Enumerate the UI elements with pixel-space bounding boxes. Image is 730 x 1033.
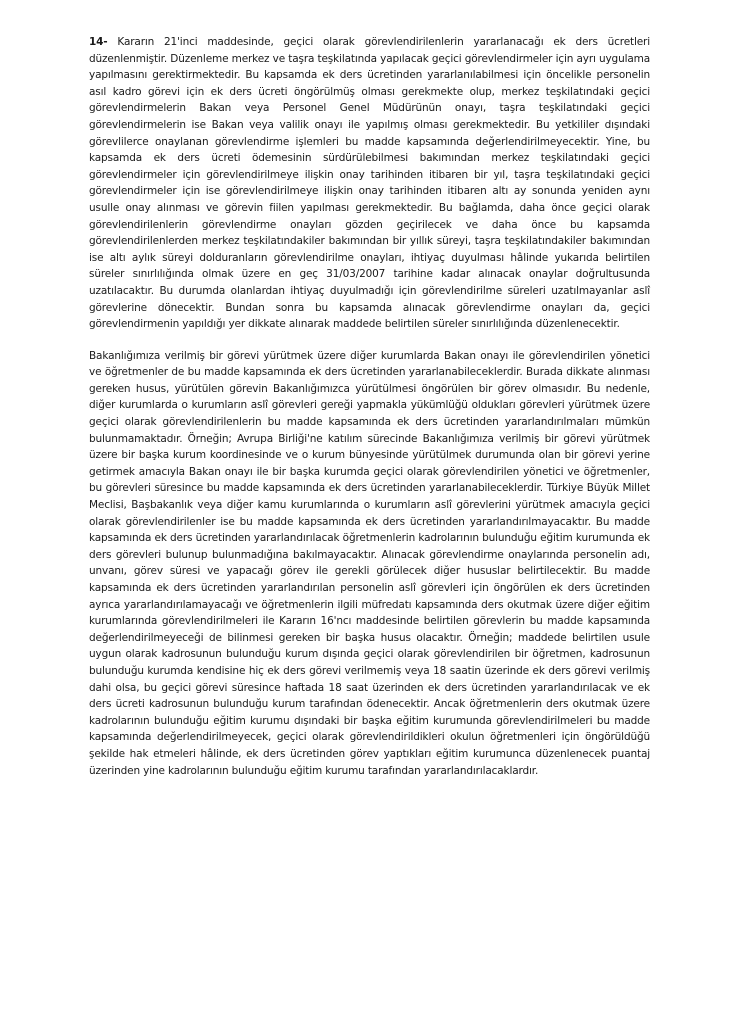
paragraph-ministry-assignments xyxy=(89,348,650,779)
paragraph-article-14 xyxy=(89,34,650,333)
paragraph-text: Kararın 21'inci maddesinde, geçici olarak görevlendirilenlerin yararlanacağı ek ders ücretleri düzenlenmiştir. Düzenleme merkez ve taşra teşkilatında yapılacak geçici görevlendirmeler için ayrı uygulama yapılmasını gerektirmektedir. Bu kapsamda ek ders ücretinden yararlanılabilmesi için öncelikle personelin asıl kadro görevi için ek ders ücreti öngörülmüş olması gerekmekte olup, merkez teşkilatındaki geçici görevlendirmelerin Bakan veya Personel Genel Müdürünün onayı, taşra teşkilatındaki geçici görevlendirmelerin ise Bakan veya valilik onayı ile yapılmış olması gerekmektedir. Bu yetkililer dışındaki görevlilerce onaylanan görevlendirme işlemleri bu madde kapsamında değerlendirilmeyecektir. Yine, bu kapsamda ek ders ücreti ödemesinin sürdürülebilmesi bakımından merkez teşkilatındaki geçici görevlendirmeler için görevlendirilmeye ilişkin onay tarihinden itibaren bir yıl, taşra teşkilatındaki geçici görevlendirmeler için ise görevlendirilmeye ilişkin onay tarihinden itibaren altı ay sonunda yeniden aynı usulle onay alınması ve görevin fiilen yapılması gerekmektedir. Bu bağlamda, daha önce geçici olarak görevlendirilenlerin görevlendirme onayları gözden geçirilecek ve daha önce bu kapsamda görevlendirilenlerden merkez teşkilatındakiler bakımından bir yıllık süreyi, taşra teşkilatındakiler bakımından ise altı aylık süreyi dolduranların görevlendirilme onayları, ihtiyaç duyulması hâlinde yukarıda belirtilen süreler sınırlılığında olmak üzere en geç 31/03/2007 tarihine kadar alınacak onaylar doğrultusunda uzatılacaktır. Bu durumda olanlardan ihtiyaç duyulmadığı için görevlendirilme süreleri uzatılmayanlar aslî görevlerine dönecektir. Bundan sonra bu kapsamda alınacak görevlendirme onayları da, geçici görevlendirmenin yapıldığı yer dikkate alınarak maddede belirtilen süreler sınırlılığında düzenlenecektir. xyxy=(89,36,650,331)
document-body xyxy=(89,34,650,779)
item-number: 14- xyxy=(89,36,108,48)
paragraph-text: Bakanlığımıza verilmiş bir görevi yürütmek üzere diğer kurumlarda Bakan onayı ile görevlendirilen yönetici ve öğretmenler de bu madde kapsamında ek ders ücretinden yararlanabileceklerdir. Burada dikkate alınması gereken husus, yürütülen görevin Bakanlığımızca yürütülmesi öngörülen bir görev olmasıdır. Bu nedenle, diğer kurumlarda o kurumların aslî görevleri gereği yapmakla yükümlüğü oldukları görevleri yürütmek üzere geçici olarak görevlendirilenlerin bu madde kapsamında ek ders ücretinden yararlandırılmaları mümkün bulunmamaktadır. Örneğin; Avrupa Birliği'ne katılım sürecinde Bakanlığımıza verilmiş bir görevi yürütmek üzere bir başka kurum koordinesinde ve o kurum bünyesinde yürütülmek durumunda olan bir görevi yerine getirmek amacıyla Bakan onayı ile bir başka kurumda geçici olarak görevlendirilen yönetici ve öğretmenler, bu görevleri süresince bu madde kapsamında ek ders ücretinden yararlanabileceklerdir. Türkiye Büyük Millet Meclisi, Başbakanlık veya diğer kamu kurumlarında o kurumların aslî görevlerini yürütmek amacıyla geçici olarak görevlendirilenler ise bu madde kapsamında ek ders ücretinden yararlandırılmayacaktır. Bu madde kapsamında ek ders ücretinden yararlandırılacak öğretmenlerin kadrolarının bulunduğu eğitim kurumunda ek ders görevleri bulunup bulunmadığına bakılmayacaktır. Alınacak görevlendirme onaylarında personelin adı, unvanı, görev süresi ve yapacağı görev ile gerekli görülecek diğer hususlar belirtilecektir. Bu madde kapsamında ek ders ücretinden yararlandırılan personelin aslî görevleri için öngörülen ek ders ücretinden ayrıca yararlandırılamayacağı ve öğretmenlerin ilgili müfredatı kapsamında ders okutmak üzere diğer eğitim kurumlarında görevlendirilmeleri ile Kararın 16'ncı maddesinde belirtilen görevlerin bu madde kapsamında değerlendirilmeyeceği de bilinmesi gereken bir başka husus olacaktır. Örneğin; maddede belirtilen usule uygun olarak kadrosunun bulunduğu kurum dışında geçici olarak görevlendirilen bir öğretmen, kadrosunun bulunduğu kurumda kendisine hiç ek ders görevi verilmemiş veya 18 saatin üzerinde ek ders görevi verilmiş dahi olsa, bu geçici görevi süresince haftada 18 saat üzerinden ek ders ücretinden yararlandırılacak ve ek ders ücreti kadrosunun bulunduğu kurum tarafından ödenecektir. Ancak öğretmenlerin ders okutmak üzere kadrolarının bulunduğu eğitim kurumu dışındaki bir başka eğitim kurumunda görevlendirilmeleri bu madde kapsamında değerlendirilmeyecek, geçici olarak görevlendirildikleri okulun öğretmenleri için öngörüldüğü şekilde hak etmeleri hâlinde, ek ders ücretinden görev yaptıkları eğitim kurumunca düzenlenecek puantaj üzerinden yine kadrolarının bulunduğu eğitim kurumu tarafından yararlandırılacaklardır. xyxy=(89,349,650,777)
